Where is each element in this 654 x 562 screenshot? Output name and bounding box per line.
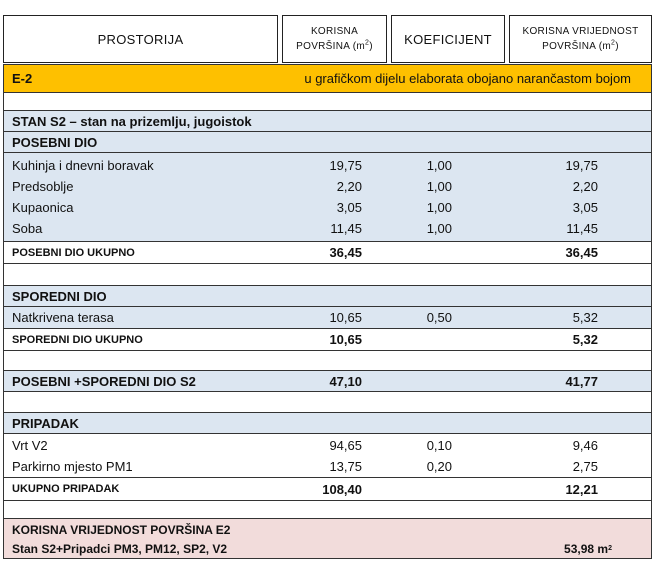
stan-title: STAN S2 – stan na prizemlju, jugoistok [12, 113, 252, 129]
room-name: Kuhinja i dnevni boravak [12, 158, 154, 173]
spacer-row [4, 500, 651, 518]
room-koef: 1,00 [426, 221, 452, 236]
sporedni-total-value: 5,32 [572, 332, 598, 347]
header-povrsina-unit: POVRŠINA $(m^2)$ [296, 39, 373, 52]
sporedni-title: SPOREDNI DIO [12, 288, 107, 304]
room-area: 3,05 [336, 200, 362, 215]
posebni-total-value: 36,45 [565, 245, 598, 260]
spacer-row [4, 350, 651, 370]
header-prostorija [3, 15, 278, 63]
room-area: 2,20 [336, 179, 362, 194]
sporedni-total-label: SPOREDNI DIO UKUPNO [12, 333, 143, 346]
room-name: Soba [12, 221, 43, 236]
posebni-total-area: 36,45 [329, 245, 362, 260]
e2-note: u grafičkom dijelu elaborata obojano narančastom bojom [304, 71, 631, 86]
room-value: 2,75 [572, 459, 598, 474]
spacer-row [4, 263, 651, 285]
summary-subtitle: Stan S2+Pripadci PM3, PM12, SP2, V2 [12, 542, 228, 556]
header-prostorija-label: PROSTORIJA [97, 31, 184, 47]
posebni-total-label: POSEBNI DIO UKUPNO [12, 246, 135, 259]
header-koeficijent-label: KOEFICIJENT [404, 31, 492, 47]
combined-total-row [4, 370, 651, 391]
header-vrijednost-unit: POVRŠINA $(m^2)$ [542, 39, 619, 52]
stan-title-row [4, 110, 651, 131]
combined-value: 41,77 [565, 373, 598, 389]
room-area: 19,75 [329, 158, 362, 173]
spacer-row [4, 391, 651, 412]
room-koef: 1,00 [426, 158, 452, 173]
room-name: Kupaonica [12, 200, 74, 215]
sporedni-total-row [4, 328, 651, 350]
table-row [4, 218, 651, 239]
pripadak-title: PRIPADAK [12, 415, 79, 431]
e2-row [4, 65, 651, 92]
pripadak-total-label: UKUPNO PRIPADAK [12, 483, 120, 495]
room-name: Vrt V2 [12, 438, 48, 453]
sporedni-total-area: 10,65 [329, 332, 362, 347]
room-area: 11,45 [330, 221, 362, 236]
header-korisna-vrijednost [509, 15, 652, 63]
room-koef: 0,10 [426, 438, 452, 453]
table-row [4, 456, 651, 477]
room-name: Natkrivena terasa [12, 310, 114, 325]
table-row [4, 176, 651, 197]
table-row [4, 197, 651, 218]
header-koeficijent [391, 15, 505, 63]
posebni-items [4, 152, 651, 255]
posebni-total-row [4, 241, 651, 263]
room-name: Predsoblje [12, 179, 74, 194]
table-row [4, 435, 651, 456]
room-name: Parkirno mjesto PM1 [12, 459, 133, 474]
pripadak-total-area: 108,40 [322, 481, 362, 497]
posebni-title-row [4, 131, 651, 152]
spacer-row [4, 92, 651, 110]
table-row [4, 306, 651, 328]
header-vrijednost-label: KORISNA VRIJEDNOST [522, 26, 639, 37]
room-koef: 1,00 [426, 179, 452, 194]
room-koef: 1,00 [426, 200, 452, 215]
room-area: 10,65 [329, 310, 362, 325]
summary-title: KORISNA VRIJEDNOST POVRŠINA E2 [12, 523, 231, 537]
room-area: 13,75 [329, 459, 362, 474]
combined-label: POSEBNI +SPOREDNI DIO S2 [12, 373, 196, 389]
table-row [4, 155, 651, 176]
posebni-title: POSEBNI DIO [12, 134, 98, 150]
room-koef: 0,50 [426, 310, 452, 325]
pripadak-title-row [4, 412, 651, 433]
pripadak-items [4, 433, 651, 477]
room-value: 9,46 [572, 438, 598, 453]
header-korisna-povrsina [282, 15, 387, 63]
pripadak-total-value: 12,21 [565, 481, 598, 497]
combined-area: 47,10 [329, 373, 362, 389]
area-table [3, 64, 652, 559]
header-korisna-label: KORISNA [310, 26, 359, 37]
room-area: 94,65 [329, 438, 362, 453]
summary-row [4, 518, 651, 558]
room-koef: 0,20 [426, 459, 452, 474]
pripadak-total-row [4, 477, 651, 500]
room-value: 3,05 [572, 200, 598, 215]
e2-label: E-2 [12, 71, 33, 86]
room-value: 11,45 [566, 221, 598, 236]
summary-value: 53,98 m 2 [564, 542, 612, 556]
sporedni-title-row [4, 285, 651, 306]
room-value: 19,75 [565, 158, 598, 173]
room-value: 2,20 [572, 179, 598, 194]
room-value: 5,32 [572, 310, 598, 325]
